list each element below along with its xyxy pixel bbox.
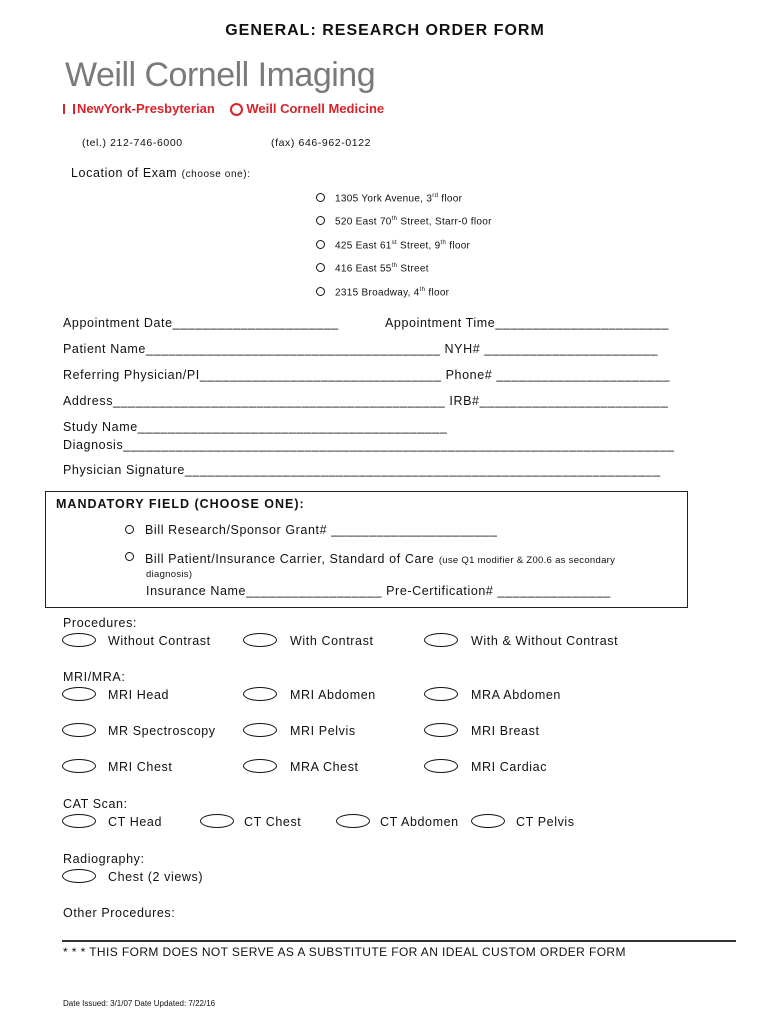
procedures-label: Procedures: — [63, 616, 137, 630]
weill-cornell-imaging-logo: Weill Cornell Imaging — [65, 56, 376, 94]
mri-chest-checkbox[interactable] — [62, 759, 96, 773]
location-radio-3[interactable] — [316, 240, 325, 249]
referring-physician-field[interactable]: Referring Physician/PI________________________________ Phone# _______________________ — [63, 368, 671, 382]
location-option-5: 2315 Broadway, 4th floor — [335, 287, 450, 299]
form-notice: * * * THIS FORM DOES NOT SERVE AS A SUBSTITUTE FOR AN IDEAL CUSTOM ORDER FORM — [63, 945, 626, 959]
bill-research-option: Bill Research/Sponsor Grant# ______________________ — [145, 523, 498, 537]
ct-head-label: CT Head — [108, 815, 162, 829]
with-without-contrast-label: With & Without Contrast — [471, 634, 619, 648]
ct-pelvis-label: CT Pelvis — [516, 815, 575, 829]
address-field[interactable]: Address____________________________________________ IRB#_________________________ — [63, 394, 669, 408]
physician-signature-field[interactable]: Physician Signature_______________________________________________________________ — [63, 463, 661, 477]
location-option-1: 1305 York Avenue, 3rd floor — [335, 193, 463, 205]
location-radio-1[interactable] — [316, 193, 325, 202]
location-option-3: 425 East 61st Street, 9th floor — [335, 240, 471, 252]
fax: (fax) 646-962-0122 — [271, 137, 372, 149]
mra-chest-checkbox[interactable] — [243, 759, 277, 773]
ct-abdomen-checkbox[interactable] — [336, 814, 370, 828]
with-contrast-checkbox[interactable] — [243, 633, 277, 647]
mri-cardiac-label: MRI Cardiac — [471, 760, 548, 774]
location-radio-2[interactable] — [316, 216, 325, 225]
with-contrast-label: With Contrast — [290, 634, 374, 648]
mr-spectroscopy-label: MR Spectroscopy — [108, 724, 216, 738]
location-radio-4[interactable] — [316, 263, 325, 272]
wcm-logo-text: Weill Cornell Medicine — [246, 101, 385, 116]
mra-abdomen-checkbox[interactable] — [424, 687, 458, 701]
date-issued: Date Issued: 3/1/07 Date Updated: 7/22/16 — [63, 999, 216, 1008]
location-radio-5[interactable] — [316, 287, 325, 296]
nyp-logo-text: NewYork-Presbyterian — [77, 101, 215, 116]
ct-head-checkbox[interactable] — [62, 814, 96, 828]
bill-patient-note: diagnosis) — [146, 569, 193, 580]
appointment-time-field[interactable]: Appointment Time_______________________ — [385, 316, 670, 330]
without-contrast-label: Without Contrast — [108, 634, 211, 648]
ct-chest-label: CT Chest — [244, 815, 302, 829]
form-title: GENERAL: RESEARCH ORDER FORM — [225, 22, 545, 39]
ct-pelvis-checkbox[interactable] — [471, 814, 505, 828]
chest-2-views-label: Chest (2 views) — [108, 870, 204, 884]
with-without-contrast-checkbox[interactable] — [424, 633, 458, 647]
patient-name-field[interactable]: Patient Name_______________________________________ NYH# _______________________ — [63, 342, 659, 356]
telephone: (tel.) 212-746-6000 — [82, 137, 183, 149]
partner-logos — [63, 101, 384, 116]
mra-abdomen-label: MRA Abdomen — [471, 688, 561, 702]
bill-research-radio[interactable] — [125, 525, 134, 534]
mri-head-checkbox[interactable] — [62, 687, 96, 701]
mri-breast-checkbox[interactable] — [424, 723, 458, 737]
location-option-4: 416 East 55th Street — [335, 263, 429, 275]
mri-head-label: MRI Head — [108, 688, 170, 702]
mri-label: MRI/MRA: — [63, 670, 126, 684]
mr-spectroscopy-checkbox[interactable] — [62, 723, 96, 737]
nyp-logo-icon — [63, 104, 75, 114]
wcm-logo-icon — [230, 103, 243, 116]
mandatory-title: MANDATORY FIELD (CHOOSE ONE): — [56, 497, 305, 511]
insurance-field[interactable]: Insurance Name__________________ Pre-Certification# _______________ — [146, 584, 611, 598]
mri-pelvis-checkbox[interactable] — [243, 723, 277, 737]
ct-abdomen-label: CT Abdomen — [380, 815, 459, 829]
chest-2-views-checkbox[interactable] — [62, 869, 96, 883]
bill-patient-radio[interactable] — [125, 552, 134, 561]
ct-chest-checkbox[interactable] — [200, 814, 234, 828]
radiography-label: Radiography: — [63, 852, 145, 866]
mri-breast-label: MRI Breast — [471, 724, 540, 738]
cat-scan-label: CAT Scan: — [63, 797, 128, 811]
appointment-date-field[interactable]: Appointment Date______________________ — [63, 316, 339, 330]
mri-chest-label: MRI Chest — [108, 760, 173, 774]
mri-cardiac-checkbox[interactable] — [424, 759, 458, 773]
location-option-2: 520 East 70th Street, Starr-0 floor — [335, 216, 492, 228]
mra-chest-label: MRA Chest — [290, 760, 359, 774]
mri-abdomen-checkbox[interactable] — [243, 687, 277, 701]
mri-pelvis-label: MRI Pelvis — [290, 724, 356, 738]
location-label: Location of Exam (choose one): — [71, 166, 251, 180]
divider — [62, 940, 736, 942]
other-procedures-label: Other Procedures: — [63, 906, 176, 920]
study-name-field[interactable]: Study Name_________________________________________ — [63, 420, 448, 434]
diagnosis-field[interactable]: Diagnosis_________________________________________________________________________ — [63, 438, 675, 452]
bill-patient-option: Bill Patient/Insurance Carrier, Standard of Care (use Q1 modifier & Z00.6 as secondary — [145, 552, 616, 566]
without-contrast-checkbox[interactable] — [62, 633, 96, 647]
mri-abdomen-label: MRI Abdomen — [290, 688, 376, 702]
